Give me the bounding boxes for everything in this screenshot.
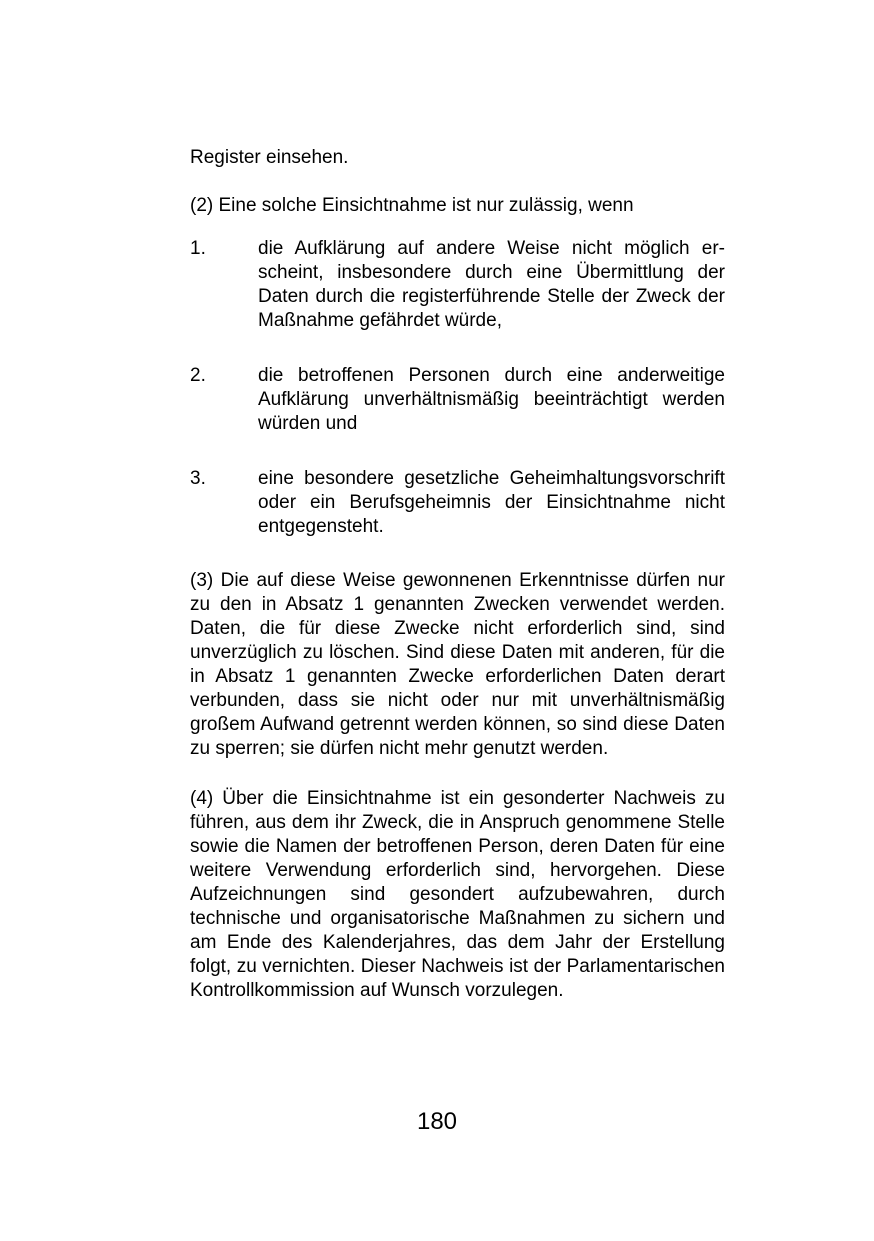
list-item xyxy=(190,364,725,436)
paragraph-3: (3) Die auf diese Weise gewonnenen Erkenntnisse dürfen nur zu den in Absatz 1 genannten Zwecken verwendet werden. Daten, die für diese Zwecke nicht erforderlich sind, sind unverzüglich zu löschen. Sind diese Daten mit anderen, für die in Absatz 1 genannten Zwecke erforderlichen Daten derart verbunden, dass sie nicht oder nur mit unverhältnismäßig großem Aufwand getrennt werden können, so sind diese Daten zu sperren; sie dürfen nicht mehr genutzt werden. xyxy=(190,570,725,759)
continuation-text: Register einsehen. xyxy=(190,147,349,168)
paragraph-2-intro: (2) Eine solche Einsichtnahme ist nur zulässig, wenn xyxy=(190,195,634,216)
page-body xyxy=(190,146,725,1003)
list-item xyxy=(190,467,725,539)
paragraph-4: (4) Über die Einsichtnahme ist ein gesonderter Nachweis zu führen, aus dem ihr Zweck, die in Anspruch genommene Stelle sowie die Namen der betroffenen Person, deren Daten für eine weitere Verwendung erforderlich sind, hervorgehen. Diese Aufzeichnungen sind gesondert aufzubewahren, durch technische und organisatorische Maßnahmen zu sichern und am Ende des Kalenderjahres, das dem Jahr der Erstellung folgt, zu vernichten. Dieser Nachweis ist der Parlamentarischen Kontrollkommission auf Wunsch vorzulegen. xyxy=(190,788,725,1001)
list-item-text: die betroffenen Personen durch eine anderweitige Aufklärung unverhältnismäßig beeinträchtigt werden würden und xyxy=(258,365,725,434)
list-item-number: 1. xyxy=(190,238,206,259)
page-number: 180 xyxy=(416,1108,458,1135)
list-item-text: die Aufklärung auf andere Weise nicht möglich erscheint, insbesondere durch eine Übermittlung der Daten durch die registerführende Stelle der Zweck der Maßnahme gefährdet würde, xyxy=(258,238,725,331)
list-item xyxy=(190,237,725,333)
list-item-number: 3. xyxy=(190,468,206,489)
list-item-number: 2. xyxy=(190,365,206,386)
list-item-text: eine besondere gesetzliche Geheimhaltungsvorschrift oder ein Berufsgeheimnis der Einsichtnahme nicht entgegensteht. xyxy=(258,468,725,537)
